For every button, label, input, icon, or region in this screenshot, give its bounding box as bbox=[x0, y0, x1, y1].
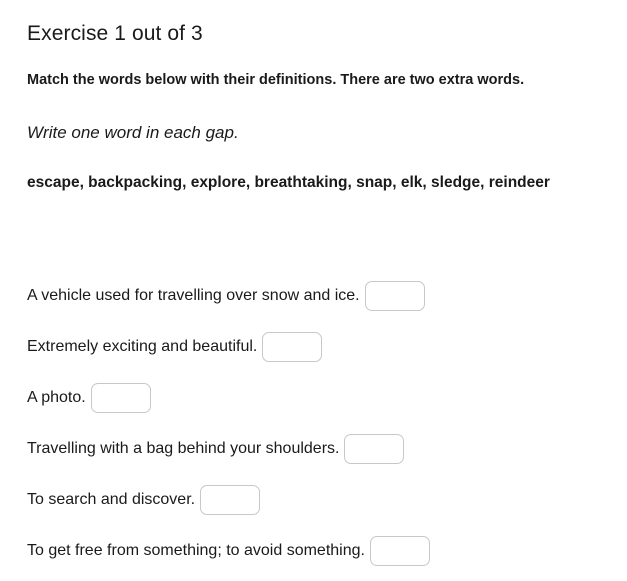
answer-gap-input[interactable] bbox=[365, 281, 425, 311]
exercise-instruction: Match the words below with their definitions. There are two extra words. bbox=[27, 72, 525, 88]
exercise-hint: Write one word in each gap. bbox=[27, 123, 239, 142]
question-item bbox=[27, 474, 430, 525]
question-item bbox=[27, 372, 430, 423]
question-text: Extremely exciting and beautiful. bbox=[27, 337, 258, 355]
question-text: To get free from something; to avoid something. bbox=[27, 541, 365, 559]
word-bank: escape, backpacking, explore, breathtaking, snap, elk, sledge, reindeer bbox=[27, 174, 550, 191]
question-text: To search and discover. bbox=[27, 490, 196, 508]
question-item bbox=[27, 270, 430, 321]
question-text: A vehicle used for travelling over snow and ice. bbox=[27, 286, 360, 304]
question-text: Travelling with a bag behind your shoulders. bbox=[27, 439, 340, 457]
question-list bbox=[27, 270, 430, 576]
question-item bbox=[27, 423, 430, 474]
question-item bbox=[27, 525, 430, 576]
answer-gap-input[interactable] bbox=[370, 536, 430, 566]
question-item bbox=[27, 321, 430, 372]
answer-gap-input[interactable] bbox=[344, 434, 404, 464]
answer-gap-input[interactable] bbox=[262, 332, 322, 362]
answer-gap-input[interactable] bbox=[91, 383, 151, 413]
question-text: A photo. bbox=[27, 388, 86, 406]
exercise-title: Exercise 1 out of 3 bbox=[27, 22, 203, 45]
answer-gap-input[interactable] bbox=[200, 485, 260, 515]
